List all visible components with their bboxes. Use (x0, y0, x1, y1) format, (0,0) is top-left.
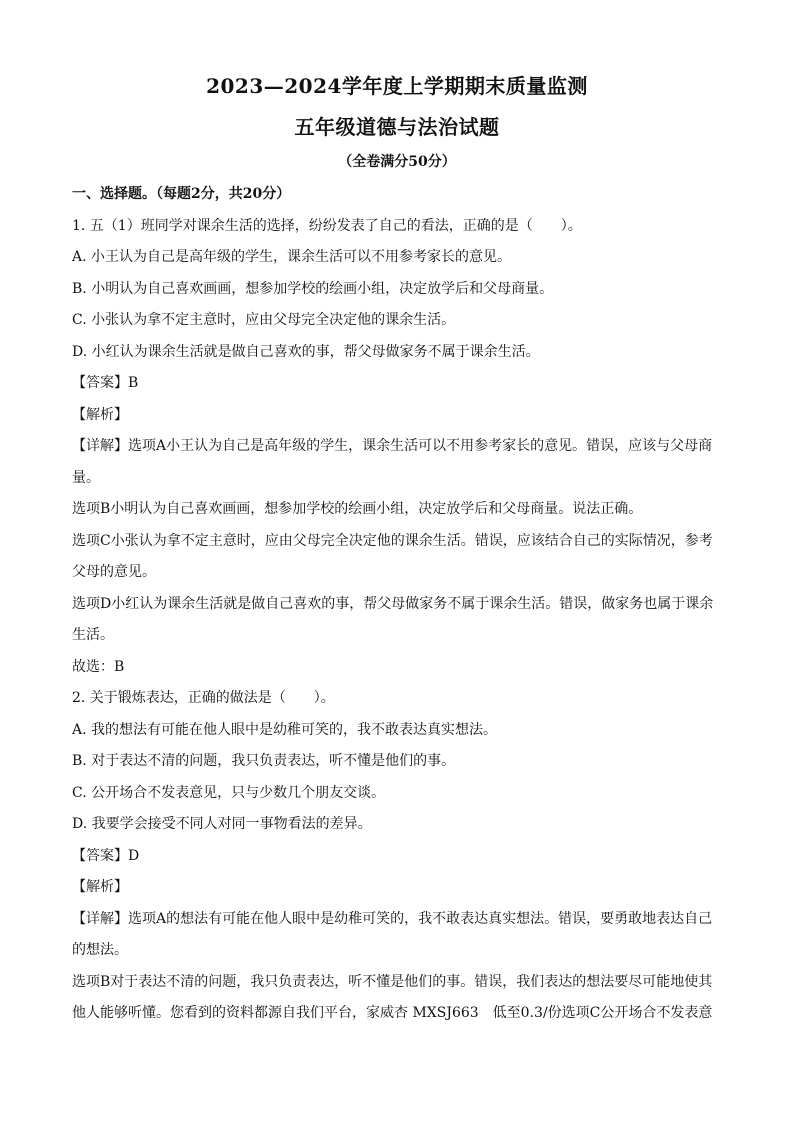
detail-text: 选项A的想法有可能在他人眼中是幼稚可笑的，我不敢表达真实想法。错误，要勇敢地表达自己 (128, 910, 713, 927)
answer-tag: 【答案】 (72, 847, 128, 864)
question-2-detail-line: 选项B对于表达不清的问题，我只负责表达，听不懂是他们的事。错误，我们表达的想法要尽可能地使其 (72, 973, 713, 990)
question-2-option-c: C. 公开场合不发表意见，只与少数几个朋友交谈。 (72, 784, 386, 801)
score-note: （全卷满分50分） (338, 154, 456, 170)
question-1-detail-line: 选项B小明认为自己喜欢画画，想参加学校的绘画小组，决定放学后和父母商量。说法正确。 (72, 501, 643, 517)
question-1-detail-line: 量。 (72, 469, 100, 486)
exam-subtitle: 五年级道德与法治试题 (294, 115, 500, 139)
question-1-stem: 1. 五（1）班同学对课余生活的选择，纷纷发表了自己的看法，正确的是（ ）。 (72, 217, 582, 234)
question-1-detail-line: 父母的意见。 (72, 564, 156, 580)
question-1-conclusion: 故选：B (72, 658, 125, 675)
question-1-answer (72, 368, 724, 400)
exam-title: 2023—2024学年度上学期期末质量监测 (206, 74, 588, 98)
answer-value: B (128, 375, 139, 391)
exam-content (72, 179, 724, 1030)
detail-tag: 【详解】 (72, 438, 128, 454)
question-1-option-d: D. 小红认为课余生活就是做自己喜欢的事，帮父母做家务不属于课余生活。 (72, 343, 540, 360)
question-1-option-c: C. 小张认为拿不定主意时，应由父母完全决定他的课余生活。 (72, 312, 456, 328)
question-2-option-d: D. 我要学会接受不同人对同一事物看法的差异。 (72, 816, 372, 832)
question-1-detail-line: 选项D小红认为课余生活就是做自己喜欢的事，帮父母做家务不属于课余生活。错误，做家务也属于课余 (72, 595, 714, 612)
question-2-analysis-tag: 【解析】 (72, 879, 128, 895)
question-1-option-b: B. 小明认为自己喜欢画画，想参加学校的绘画小组，决定放学后和父母商量。 (72, 280, 554, 297)
question-1-detail-line: 生活。 (72, 627, 114, 643)
section-heading: 一、选择题。（每题2分，共20分） (72, 186, 291, 202)
question-2-detail-line: 他人能够听懂。您看到的资料都源自我们平台，家威杏 MXSJ663 低至0.3/份选项C公开场合不发表意 (72, 1005, 713, 1021)
question-2-option-a: A. 我的想法有可能在他人眼中是幼稚可笑的，我不敢表达真实想法。 (72, 721, 498, 738)
question-2-option-b: B. 对于表达不清的问题，我只负责表达，听不懂是他们的事。 (72, 753, 456, 769)
question-1-analysis-tag: 【解析】 (72, 406, 128, 423)
question-1-detail-line: 选项C小张认为拿不定主意时，应由父母完全决定他的课余生活。错误，应该结合自己的实际情况，参考 (72, 532, 713, 549)
question-2-answer (72, 841, 724, 873)
question-1-option-a: A. 小王认为自己是高年级的学生，课余生活可以不用参考家长的意见。 (72, 249, 512, 265)
question-1-detail-line (72, 431, 724, 463)
answer-value: D (128, 847, 140, 864)
question-2-stem: 2. 关于锻炼表达，正确的做法是（ ）。 (72, 690, 335, 706)
answer-tag: 【答案】 (72, 375, 128, 391)
question-2-detail-line: 的想法。 (72, 942, 128, 958)
detail-tag: 【详解】 (72, 910, 128, 927)
question-2-detail-line (72, 904, 724, 936)
detail-text: 选项A小王认为自己是高年级的学生，课余生活可以不用参考家长的意见。错误，应该与父母商 (128, 438, 713, 454)
